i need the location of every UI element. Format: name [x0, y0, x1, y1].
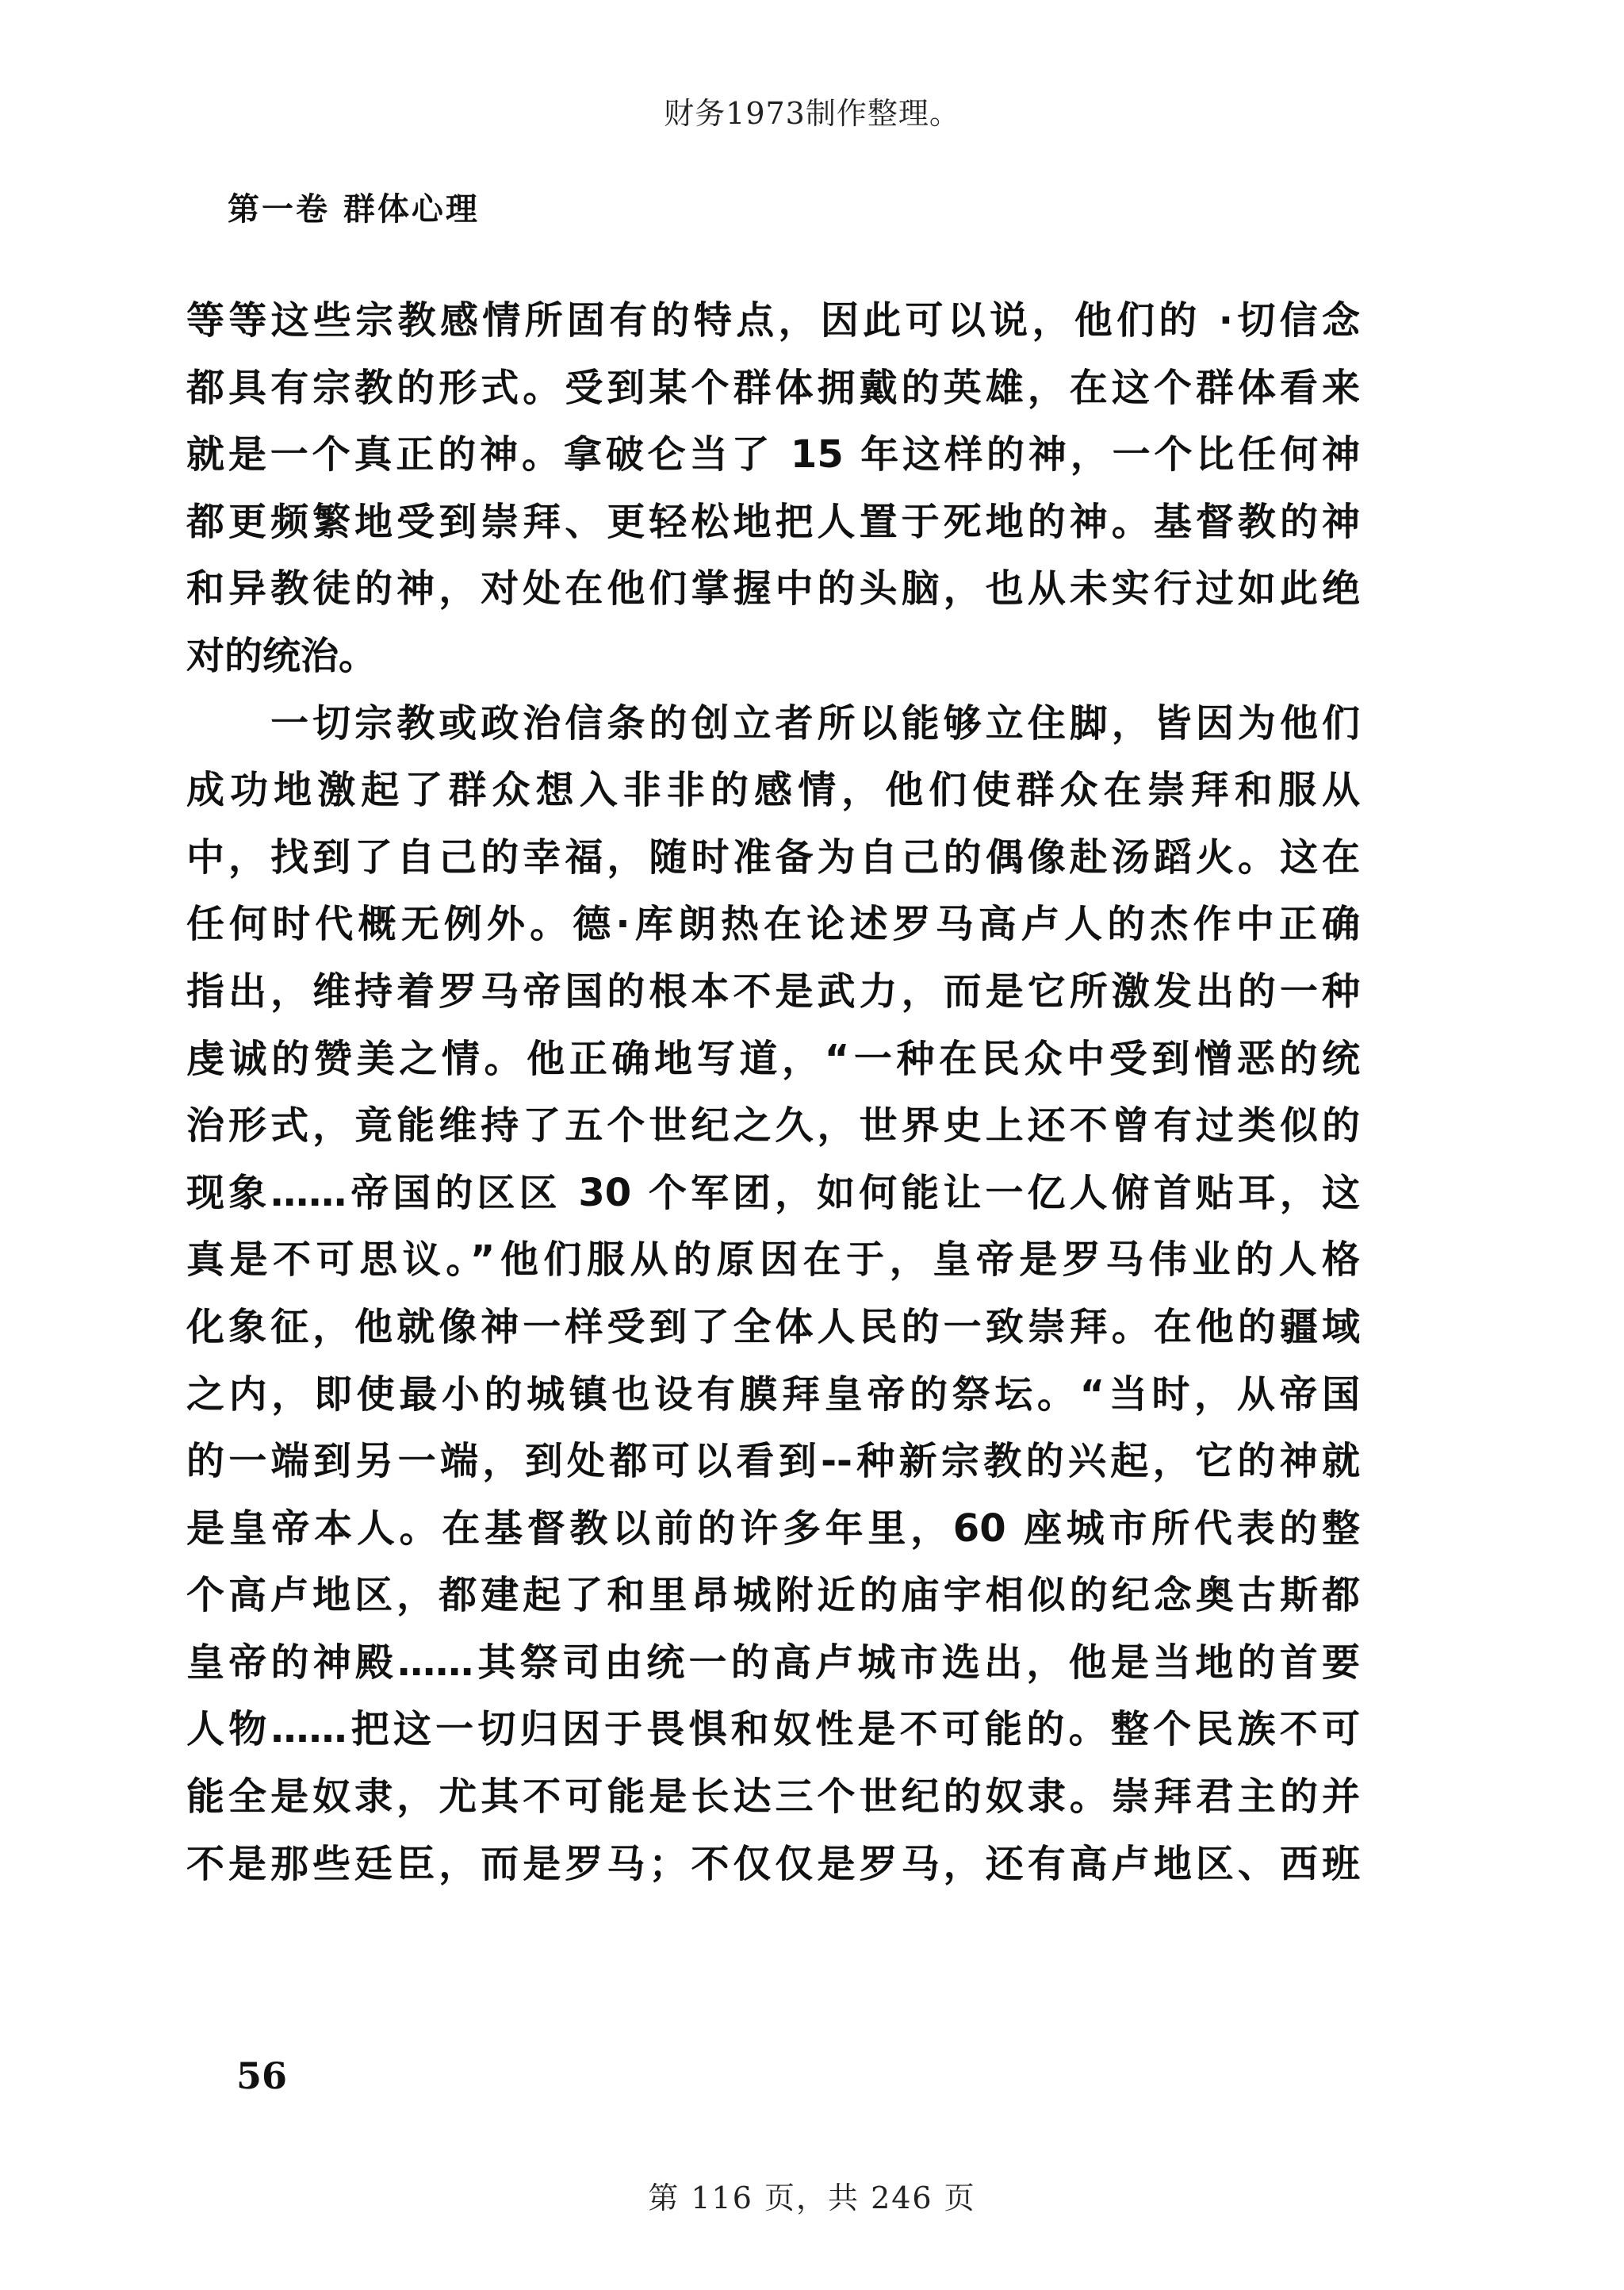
text-line: 现象……帝国的区区 30 个军团，如何能让一亿人俯首贴耳，这: [186, 1170, 1360, 1215]
text-line: 指出，维持着罗马帝国的根本不是武力，而是它所激发出的一种: [186, 969, 1360, 1014]
text-line: 的一端到另一端，到处都可以看到--种新宗教的兴起，它的神就: [186, 1439, 1360, 1484]
text-line: 治形式，竟能维持了五个世纪之久，世界史上还不曾有过类似的: [186, 1103, 1360, 1149]
running-head: 第一卷 群体心理: [228, 190, 480, 228]
text-line: 成功地激起了群众想入非非的感情，他们使群众在崇拜和服从: [186, 768, 1360, 813]
text-line: 就是一个真正的神。拿破仑当了 15 年这样的神，一个比任何神: [186, 432, 1360, 478]
text-line: 虔诚的赞美之情。他正确地写道，“一种在民众中受到憎恶的统: [186, 1036, 1360, 1081]
text-line: 化象征，他就像神一样受到了全体人民的一致崇拜。在他的疆域: [186, 1304, 1360, 1349]
text-line: 任何时代概无例外。德·库朗热在论述罗马高卢人的杰作中正确: [186, 902, 1360, 947]
text-line: 和异教徒的神，对处在他们掌握中的头脑，也从未实行过如此绝: [186, 566, 1360, 612]
text-line: 中，找到了自己的幸福，随时准备为自己的偶像赴汤蹈火。这在: [186, 834, 1360, 880]
text-line: 皇帝的神殿……其祭司由统一的高卢城市选出，他是当地的首要: [186, 1640, 1360, 1685]
text-line: 对的统治。: [186, 633, 377, 678]
text-line: 不是那些廷臣，而是罗马；不仅仅是罗马，还有高卢地区、西班: [186, 1841, 1360, 1886]
page-footer: 第 116 页，共 246 页: [648, 2181, 976, 2215]
text-line: 个高卢地区，都建起了和里昂城附近的庙宇相似的纪念奥古斯都: [186, 1573, 1360, 1618]
text-line: 真是不可思议。”他们服从的原因在于，皇帝是罗马伟业的人格: [186, 1237, 1360, 1283]
body-text: [186, 287, 1360, 1897]
watermark-text: 财务1973制作整理。: [664, 96, 960, 131]
page-number: 56: [236, 2054, 288, 2097]
text-line: 等等这些宗教感情所固有的特点，因此可以说，他们的 ·切信念: [186, 298, 1360, 343]
text-line: 一切宗教或政治信条的创立者所以能够立住脚，皆因为他们: [186, 700, 1360, 746]
text-line: 是皇帝本人。在基督教以前的许多年里，60 座城市所代表的整: [186, 1506, 1360, 1551]
text-line: 能全是奴隶，尤其不可能是长达三个世纪的奴隶。崇拜君主的并: [186, 1774, 1360, 1820]
text-line: 人物……把这一切归因于畏惧和奴性是不可能的。整个民族不可: [186, 1707, 1360, 1752]
text-line: 之内，即使最小的城镇也设有膜拜皇帝的祭坛。“当时，从帝国: [186, 1371, 1360, 1417]
text-line: 都具有宗教的形式。受到某个群体拥戴的英雄，在这个群体看来: [186, 365, 1360, 410]
text-line: 都更频繁地受到崇拜、更轻松地把人置于死地的神。基督教的神: [186, 499, 1360, 544]
